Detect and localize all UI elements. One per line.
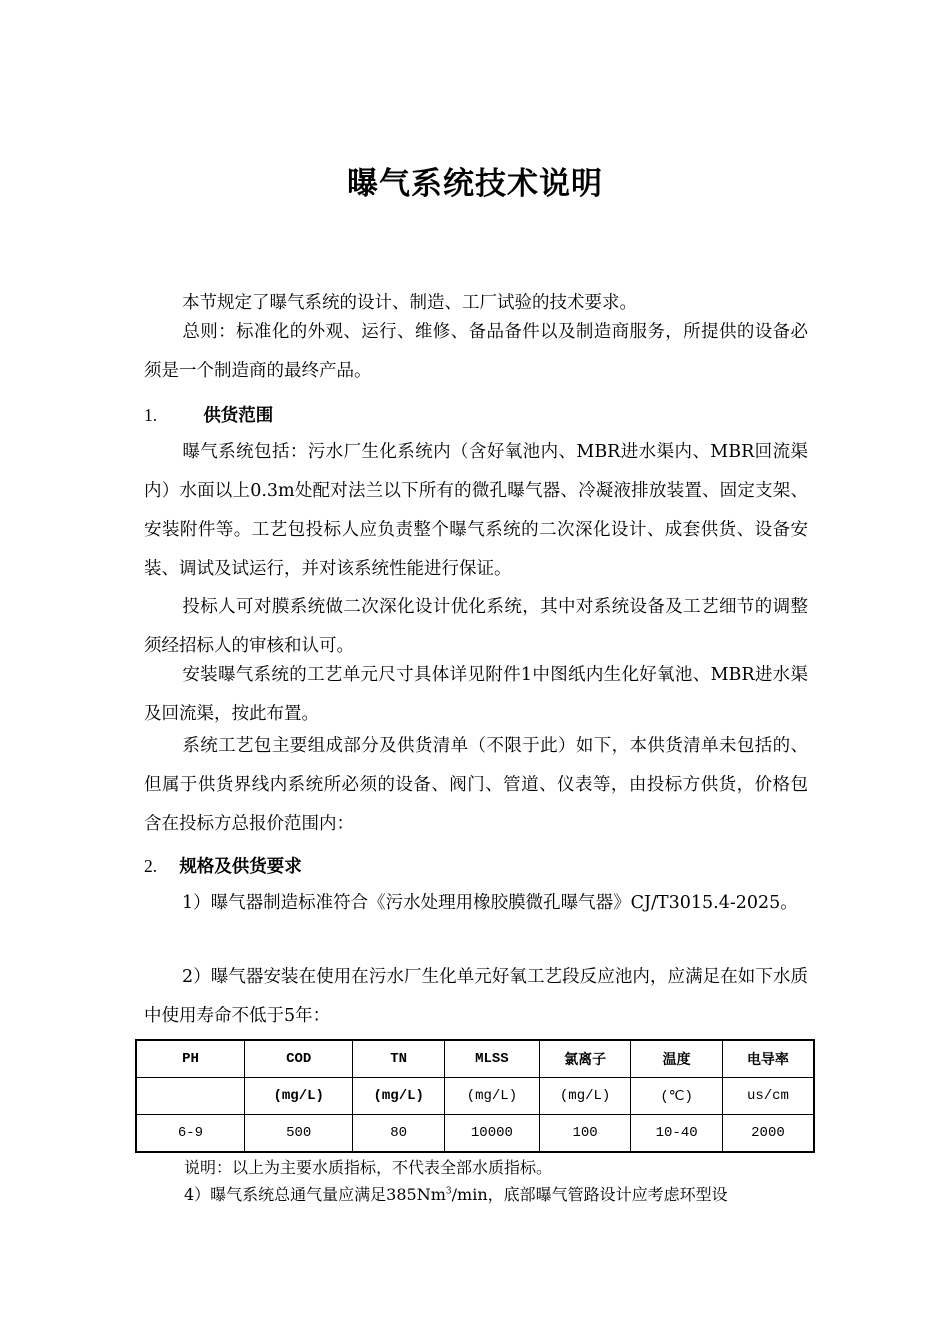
header-cod: COD [244, 1040, 352, 1078]
value-cod: 500 [244, 1115, 352, 1153]
header-mlss: MLSS [444, 1040, 539, 1078]
section-1-heading [144, 402, 273, 427]
header-ph: PH [136, 1040, 244, 1078]
table-note: 说明：以上为主要水质指标，不代表全部水质指标。 [184, 1158, 553, 1177]
unit-ph [136, 1078, 244, 1115]
section-2-number: 2. [144, 856, 158, 876]
header-temperature: 温度 [631, 1040, 723, 1078]
value-mlss: 10000 [444, 1115, 539, 1153]
unit-mlss: (mg/L) [444, 1078, 539, 1115]
value-conductivity: 2000 [722, 1115, 814, 1153]
intro-paragraph-2: 总则：标准化的外观、运行、维修、备品备件以及制造商服务，所提供的设备必须是一个制造商的最终产品。 [144, 322, 808, 381]
section-2-item-1: 1）曝气器制造标准符合《污水处理用橡胶膜微孔曝气器》CJ/T3015.4-2025。 [182, 893, 798, 913]
section-1-paragraph-3: 安装曝气系统的工艺单元尺寸具体详见附件1中图纸内生化好氧池、MBR进水渠及回流渠，按此布置。 [144, 665, 808, 724]
value-ph: 6-9 [136, 1115, 244, 1153]
header-chloride: 氯离子 [539, 1040, 631, 1078]
section-1-number: 1. [144, 405, 158, 425]
section-2-title: 规格及供货要求 [179, 857, 302, 877]
intro-paragraph-1: 本节规定了曝气系统的设计、制造、工厂试验的技术要求。 [182, 293, 637, 313]
value-tn: 80 [353, 1115, 445, 1153]
section-1-paragraph-4: 系统工艺包主要组成部分及供货清单（不限于此）如下，本供货清单未包括的、但属于供货界线内系统所必须的设备、阀门、管道、仪表等，由投标方供货，价格包含在投标方总报价范围内： [144, 736, 808, 834]
water-quality-table [135, 1039, 815, 1153]
value-temperature: 10-40 [631, 1115, 723, 1153]
header-conductivity: 电导率 [722, 1040, 814, 1078]
table-values-row [136, 1115, 814, 1153]
value-chloride: 100 [539, 1115, 631, 1153]
section-2-item-4: 4）曝气系统总通气量应满足385Nm$^3$/min，底部曝气管路设计应考虑环型设 [184, 1185, 728, 1204]
header-tn: TN [353, 1040, 445, 1078]
unit-temperature: (℃) [631, 1078, 723, 1115]
section-1-paragraph-1: 曝气系统包括：污水厂生化系统内（含好氧池内、MBR进水渠内、MBR回流渠内）水面以上0.3m处配对法兰以下所有的微孔曝气器、冷凝液排放装置、固定支架、安装附件等。工艺包投标人应负责整个曝气系统的二次深化设计、成套供货、设备安装、调试及试运行，并对该系统性能进行保证。 [144, 442, 808, 579]
section-1-paragraph-2: 投标人可对膜系统做二次深化设计优化系统，其中对系统设备及工艺细节的调整须经招标人的审核和认可。 [144, 597, 808, 656]
table-units-row [136, 1078, 814, 1115]
unit-cod: (mg/L) [244, 1078, 352, 1115]
unit-tn: (mg/L) [353, 1078, 445, 1115]
section-2-heading [144, 853, 302, 878]
section-1-title: 供货范围 [203, 406, 274, 426]
page-title: 曝气系统技术说明 [347, 166, 603, 202]
table-header-row [136, 1040, 814, 1078]
section-2-item-2: 2）曝气器安装在使用在污水厂生化单元好氧工艺段反应池内，应满足在如下水质中使用寿命不低于5年： [144, 967, 808, 1026]
unit-chloride: (mg/L) [539, 1078, 631, 1115]
unit-conductivity: us/cm [722, 1078, 814, 1115]
